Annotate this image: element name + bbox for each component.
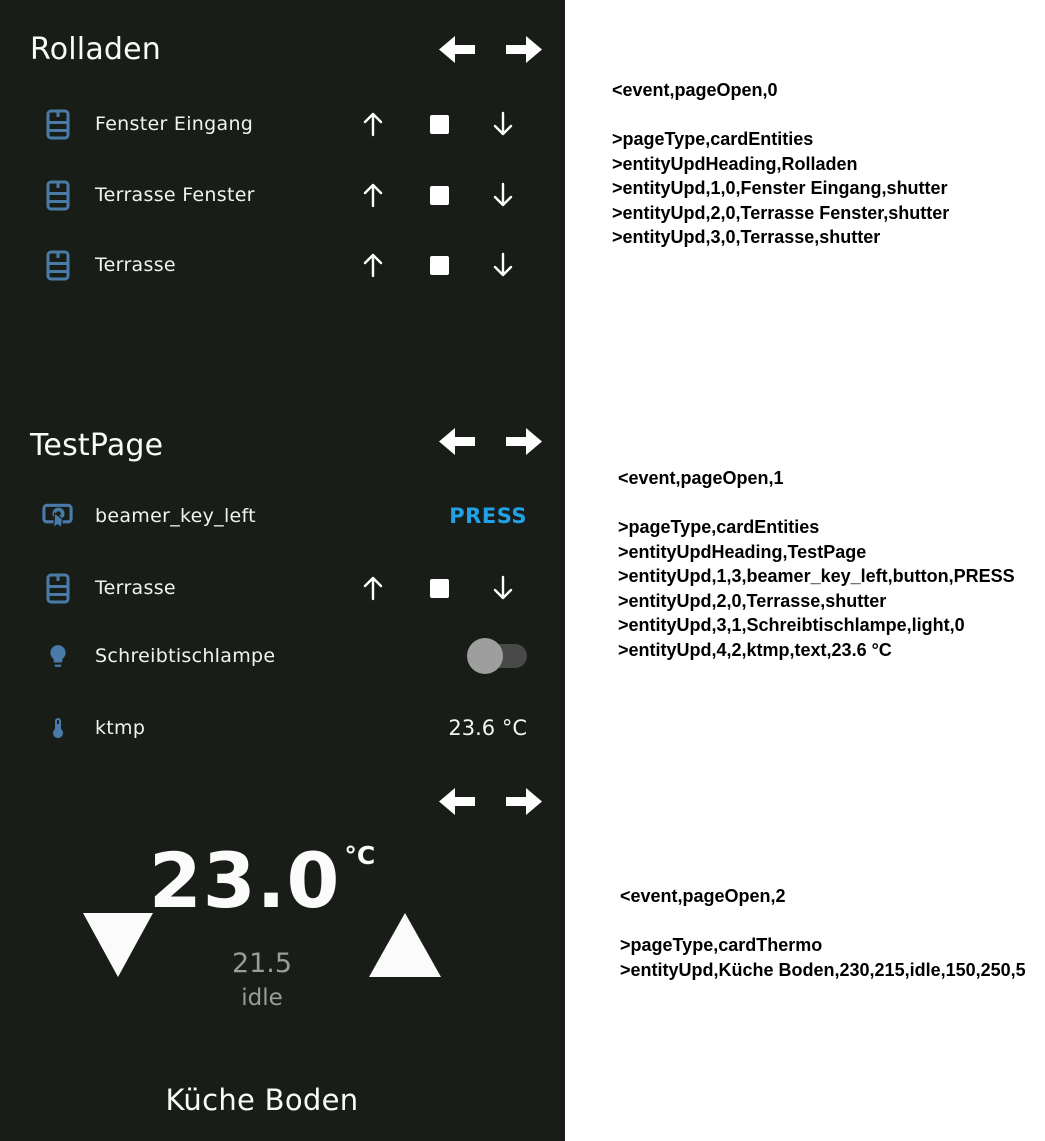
next-page-button[interactable]	[504, 33, 543, 66]
shutter-up-button[interactable]	[346, 566, 400, 610]
stop-square-icon	[430, 115, 449, 134]
next-page-button[interactable]	[504, 425, 543, 458]
next-page-button[interactable]	[504, 785, 543, 818]
log-line: >entityUpd,2,0,Terrasse Fenster,shutter	[612, 202, 950, 223]
page-title: TestPage	[30, 428, 164, 463]
entity-row	[0, 560, 565, 616]
log-block-page1	[618, 466, 1015, 662]
prev-page-button[interactable]	[438, 425, 477, 458]
window-shutter-icon	[42, 106, 74, 142]
sensor-value: 23.6 °C	[448, 716, 527, 740]
log-line: >entityUpdHeading,TestPage	[618, 541, 867, 562]
lightbulb-icon	[42, 638, 74, 674]
page-nav	[438, 33, 543, 66]
log-line: >entityUpd,1,0,Fenster Eingang,shutter	[612, 178, 948, 198]
log-line: >pageType,cardThermo	[620, 935, 823, 955]
log-line: >entityUpd,1,3,beamer_key_left,button,PRESS	[618, 566, 1015, 586]
toggle-knob	[467, 638, 503, 674]
log-line: >pageType,cardEntities	[612, 129, 814, 149]
log-blank-line	[620, 909, 1026, 934]
card-entities-rolladen	[0, 0, 565, 395]
shutter-stop-button[interactable]	[412, 102, 466, 146]
entity-row	[0, 700, 565, 756]
shutter-down-button[interactable]	[476, 173, 530, 217]
log-line: <event,pageOpen,2	[620, 886, 786, 906]
shutter-stop-button[interactable]	[412, 173, 466, 217]
page-nav	[438, 785, 543, 818]
log-line: >pageType,cardEntities	[618, 517, 820, 537]
shutter-stop-button[interactable]	[412, 566, 466, 610]
stop-square-icon	[430, 186, 449, 205]
log-blank-line	[612, 103, 949, 128]
log-line: <event,pageOpen,1	[618, 468, 784, 488]
gesture-tap-icon	[42, 498, 74, 534]
target-temperature: 21.5	[231, 948, 293, 979]
shutter-stop-button[interactable]	[412, 243, 466, 287]
stop-square-icon	[430, 256, 449, 275]
shutter-down-button[interactable]	[476, 243, 530, 287]
entity-row	[0, 96, 565, 152]
press-button[interactable]: PRESS	[449, 504, 527, 528]
current-temperature	[0, 836, 524, 925]
log-line: >entityUpd,3,1,Schreibtischlampe,light,0	[618, 615, 965, 635]
window-shutter-icon	[42, 177, 74, 213]
prev-page-button[interactable]	[438, 785, 477, 818]
log-line: >entityUpd,4,2,ktmp,text,23.6 °C	[618, 639, 892, 660]
temperature-unit: °C	[344, 841, 376, 870]
entity-label: Fenster Eingang	[95, 113, 254, 135]
current-temperature-value: 23.0	[148, 836, 341, 925]
entity-row	[0, 488, 565, 544]
log-blank-line	[618, 491, 1015, 516]
card-entities-testpage	[0, 410, 565, 765]
log-line: >entityUpd,3,0,Terrasse,shutter	[612, 227, 881, 247]
log-block-page2	[620, 884, 1026, 982]
entity-label: Terrasse	[95, 577, 176, 599]
entity-label: Terrasse Fenster	[95, 184, 255, 206]
log-line: >entityUpdHeading,Rolladen	[612, 153, 858, 174]
log-line: >entityUpd,2,0,Terrasse,shutter	[618, 590, 887, 611]
window-shutter-icon	[42, 570, 74, 606]
entity-label: beamer_key_left	[95, 505, 256, 527]
shutter-up-button[interactable]	[346, 173, 400, 217]
thermostat-name: Küche Boden	[165, 1083, 359, 1117]
shutter-down-button[interactable]	[476, 566, 530, 610]
log-block-page0	[612, 78, 949, 250]
entity-label: Terrasse	[95, 254, 176, 276]
entity-label: ktmp	[95, 717, 146, 739]
window-shutter-icon	[42, 247, 74, 283]
stop-square-icon	[430, 579, 449, 598]
card-thermo	[0, 765, 565, 1141]
shutter-down-button[interactable]	[476, 102, 530, 146]
page-nav	[438, 425, 543, 458]
prev-page-button[interactable]	[438, 33, 477, 66]
shutter-up-button[interactable]	[346, 102, 400, 146]
light-toggle-switch[interactable]	[467, 637, 527, 675]
log-line: >entityUpd,Küche Boden,230,215,idle,150,250,5	[620, 959, 1026, 980]
entity-row	[0, 237, 565, 293]
thermometer-icon	[42, 710, 74, 746]
entity-row	[0, 628, 565, 684]
entity-row	[0, 167, 565, 223]
shutter-up-button[interactable]	[346, 243, 400, 287]
hvac-state: idle	[241, 985, 283, 1011]
page-title: Rolladen	[30, 32, 162, 67]
entity-label: Schreibtischlampe	[95, 645, 276, 667]
log-line: <event,pageOpen,0	[612, 80, 778, 100]
